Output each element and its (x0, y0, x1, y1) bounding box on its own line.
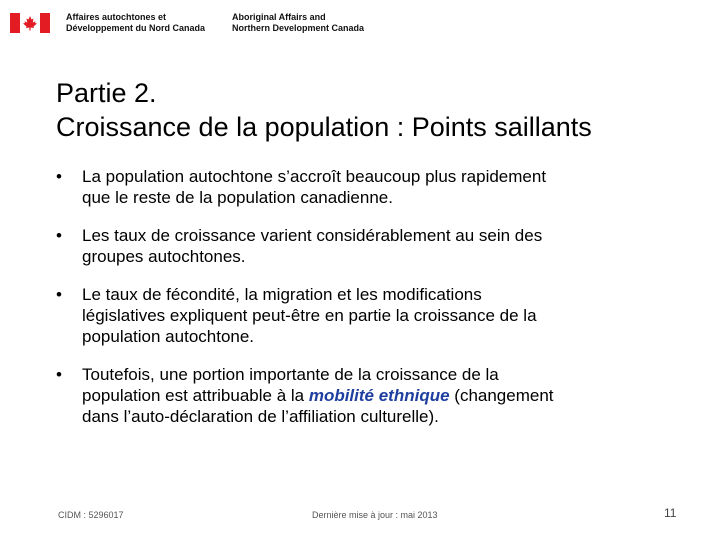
slide-title (56, 76, 592, 144)
bullet-item (56, 225, 556, 267)
title-line-2: Croissance de la population : Points saillants (56, 112, 592, 142)
bullet-item (56, 166, 556, 208)
page-number: 11 (664, 506, 677, 520)
canada-flag-icon (10, 13, 50, 33)
department-name-fr: Affaires autochtones et Développement du Nord Canada (66, 12, 206, 33)
title-line-1: Partie 2. (56, 78, 157, 108)
bullet-text: Toutefois, une portion importante de la croissance de la population est attribuable à la mobilité ethnique (changement dans l’auto-déclaration de l’affiliation culturelle). (82, 365, 554, 426)
bullet-item (56, 284, 556, 347)
bullet-text: Le taux de fécondité, la migration et les modifications législatives expliquent peut-être en partie la croissance de la population autochtone. (82, 285, 537, 346)
footer-document-id: CIDM : 5296017 (58, 510, 124, 520)
bullet-marker: • (56, 226, 62, 245)
bullet-text: La population autochtone s’accroît beaucoup plus rapidement que le reste de la population canadienne. (82, 167, 547, 207)
bullet-marker: • (56, 285, 62, 304)
bullet-marker: • (56, 365, 62, 384)
bullet-item (56, 364, 556, 427)
highlight-ethnic-mobility: mobilité ethnique (308, 386, 450, 405)
bullet-marker: • (56, 167, 62, 186)
bullet-text: Les taux de croissance varient considérablement au sein des groupes autochtones. (82, 226, 543, 266)
bullet-list (56, 166, 556, 444)
footer-last-updated: Dernière mise à jour : mai 2013 (312, 510, 438, 520)
department-name-en: Aboriginal Affairs and Northern Development Canada (232, 12, 365, 33)
header (10, 10, 430, 36)
